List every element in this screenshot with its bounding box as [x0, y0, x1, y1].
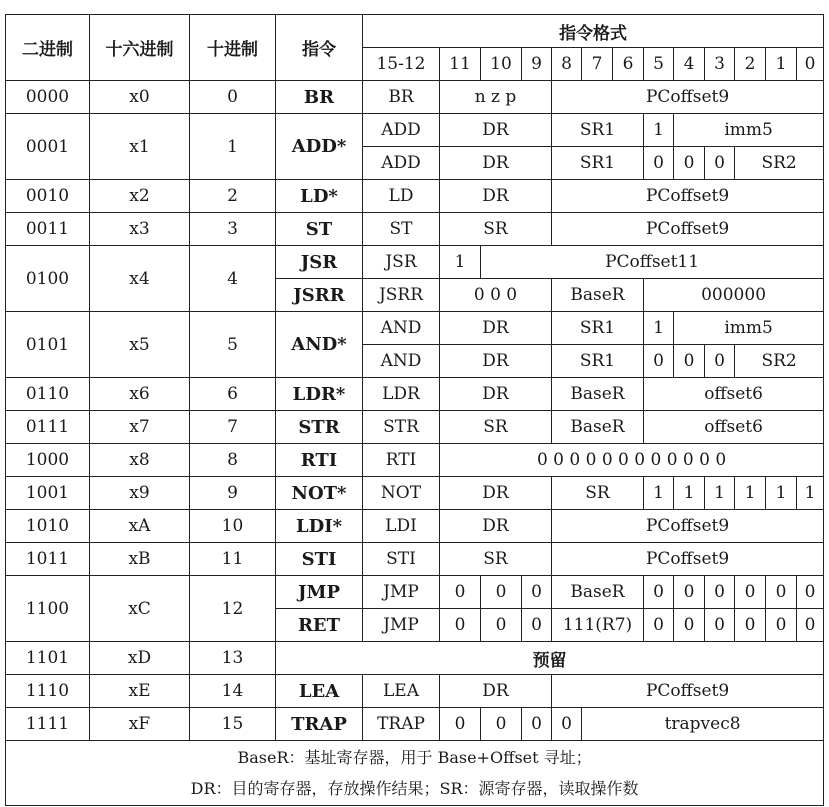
mnemonic-cell: ST [276, 213, 363, 246]
opcode-field: ADD [363, 147, 440, 180]
binary-cell: 0111 [6, 411, 90, 444]
opcode-field: TRAP [363, 708, 440, 741]
table-row [6, 543, 824, 576]
opcode-field: ST [363, 213, 440, 246]
zero-bit: 0 [481, 576, 522, 609]
mnemonic-cell: TRAP [276, 708, 363, 741]
bit-label: 7 [582, 48, 613, 81]
decimal-cell: 7 [190, 411, 276, 444]
opcode-field: AND [363, 312, 440, 345]
zero-bit: 0 [644, 147, 674, 180]
zero-field: 0 0 0 0 0 0 0 0 0 0 0 0 [440, 444, 824, 477]
pcoffset11-field: PCoffset11 [481, 246, 824, 279]
one-bit: 1 [797, 477, 824, 510]
table-row [6, 444, 824, 477]
decimal-cell: 12 [190, 576, 276, 642]
zero-bit: 0 [481, 609, 522, 642]
opcode-field: LEA [363, 675, 440, 708]
binary-cell: 1100 [6, 576, 90, 642]
zero-bit: 0 [440, 609, 481, 642]
zero-bit: 0 [522, 576, 552, 609]
reserved-cell: 预留 [276, 642, 824, 675]
col-header-binary: 二进制 [6, 15, 90, 81]
table-row [6, 477, 824, 510]
flag-bit: 1 [440, 246, 481, 279]
mnemonic-cell: AND* [276, 312, 363, 378]
binary-cell: 0001 [6, 114, 90, 180]
table-row [6, 642, 824, 675]
baser-field: BaseR [552, 279, 644, 312]
hex-cell: xA [90, 510, 190, 543]
zero-bit: 0 [797, 609, 824, 642]
zero-bit: 0 [797, 576, 824, 609]
zero-bit: 0 [522, 609, 552, 642]
binary-cell: 1010 [6, 510, 90, 543]
binary-cell: 1001 [6, 477, 90, 510]
col-header-instruction: 指令 [276, 15, 363, 81]
zero-field: 000000 [644, 279, 824, 312]
offset6-field: offset6 [644, 378, 824, 411]
one-bit: 1 [644, 477, 674, 510]
sr-field: SR [552, 477, 644, 510]
binary-cell: 1101 [6, 642, 90, 675]
mnemonic-cell: LEA [276, 675, 363, 708]
mnemonic-cell: LDR* [276, 378, 363, 411]
mnemonic-cell: RET [276, 609, 363, 642]
bit-label: 11 [440, 48, 481, 81]
col-header-hex: 十六进制 [90, 15, 190, 81]
opcode-field: JSR [363, 246, 440, 279]
hex-cell: x3 [90, 213, 190, 246]
zero-bit: 0 [705, 147, 735, 180]
mnemonic-cell: NOT* [276, 477, 363, 510]
decimal-cell: 5 [190, 312, 276, 378]
bit-label: 9 [522, 48, 552, 81]
hex-cell: x2 [90, 180, 190, 213]
bit-label: 15-12 [363, 48, 440, 81]
bit-label: 0 [797, 48, 824, 81]
hex-cell: x6 [90, 378, 190, 411]
bit-label: 5 [644, 48, 674, 81]
table-row [6, 180, 824, 213]
bit-label: 6 [613, 48, 644, 81]
pcoffset9-field: PCoffset9 [552, 543, 824, 576]
note-baser: BaseR：基址寄存器，用于 Base+Offset 寻址； [237, 748, 592, 767]
dr-field: DR [440, 180, 552, 213]
decimal-cell: 4 [190, 246, 276, 312]
opcode-field: RTI [363, 444, 440, 477]
mnemonic-cell: LDI* [276, 510, 363, 543]
sr2-field: SR2 [735, 345, 824, 378]
hex-cell: x1 [90, 114, 190, 180]
table-row [6, 312, 824, 345]
hex-cell: xB [90, 543, 190, 576]
sr1-field: SR1 [552, 147, 644, 180]
decimal-cell: 3 [190, 213, 276, 246]
sr1-field: SR1 [552, 114, 644, 147]
pcoffset9-field: PCoffset9 [552, 213, 824, 246]
sr-field: SR [440, 213, 552, 246]
hex-cell: x4 [90, 246, 190, 312]
mnemonic-cell: ADD* [276, 114, 363, 180]
decimal-cell: 10 [190, 510, 276, 543]
table-row [6, 246, 824, 279]
dr-field: DR [440, 147, 552, 180]
opcode-field: AND [363, 345, 440, 378]
dr-field: DR [440, 510, 552, 543]
table-row [6, 708, 824, 741]
dr-field: DR [440, 312, 552, 345]
opcode-field: ADD [363, 114, 440, 147]
zero-bit: 0 [440, 708, 481, 741]
opcode-field: STR [363, 411, 440, 444]
mnemonic-cell: BR [276, 81, 363, 114]
notes-cell [6, 741, 824, 806]
pcoffset9-field: PCoffset9 [552, 180, 824, 213]
binary-cell: 0000 [6, 81, 90, 114]
one-bit: 1 [735, 477, 766, 510]
zero-bit: 0 [552, 708, 582, 741]
decimal-cell: 15 [190, 708, 276, 741]
zero-bit: 0 [705, 609, 735, 642]
mnemonic-cell: JSR [276, 246, 363, 279]
table-row [6, 378, 824, 411]
table-row [6, 675, 824, 708]
zero-bit: 0 [644, 576, 674, 609]
dr-field: DR [440, 378, 552, 411]
decimal-cell: 14 [190, 675, 276, 708]
imm-flag-bit: 1 [644, 114, 674, 147]
zero-bit: 0 [735, 609, 766, 642]
binary-cell: 0101 [6, 312, 90, 378]
table-row [6, 81, 824, 114]
opcode-field: LDR [363, 378, 440, 411]
imm5-field: imm5 [674, 312, 824, 345]
opcode-field: JMP [363, 576, 440, 609]
bit-label: 4 [674, 48, 705, 81]
sr1-field: SR1 [552, 312, 644, 345]
note-dr-sr: DR：目的寄存器，存放操作结果；SR：源寄存器，读取操作数 [190, 779, 639, 798]
one-bit: 1 [766, 477, 797, 510]
pcoffset9-field: PCoffset9 [552, 510, 824, 543]
hex-cell: x7 [90, 411, 190, 444]
dr-field: DR [440, 675, 552, 708]
hex-cell: xC [90, 576, 190, 642]
table-row [6, 411, 824, 444]
decimal-cell: 9 [190, 477, 276, 510]
mnemonic-cell: STI [276, 543, 363, 576]
zero-field: 0 0 0 [440, 279, 552, 312]
baser-field: BaseR [552, 411, 644, 444]
mnemonic-cell: JSRR [276, 279, 363, 312]
dr-field: DR [440, 114, 552, 147]
hex-cell: x0 [90, 81, 190, 114]
hex-cell: x5 [90, 312, 190, 378]
zero-bit: 0 [705, 576, 735, 609]
sr-field: SR [440, 411, 552, 444]
opcode-field: NOT [363, 477, 440, 510]
zero-bit: 0 [674, 345, 705, 378]
binary-cell: 0011 [6, 213, 90, 246]
zero-bit: 0 [735, 576, 766, 609]
zero-bit: 0 [522, 708, 552, 741]
table-row [6, 510, 824, 543]
baser-field: BaseR [552, 378, 644, 411]
hex-cell: x8 [90, 444, 190, 477]
nzp-field: n z p [440, 81, 552, 114]
header-row [6, 15, 824, 48]
sr-field: SR [440, 543, 552, 576]
opcode-field: JSRR [363, 279, 440, 312]
binary-cell: 1011 [6, 543, 90, 576]
hex-cell: xD [90, 642, 190, 675]
table-row [6, 576, 824, 609]
zero-bit: 0 [644, 609, 674, 642]
baser-field: BaseR [552, 576, 644, 609]
r7-field: 111(R7) [552, 609, 644, 642]
hex-cell: xE [90, 675, 190, 708]
bit-label: 3 [705, 48, 735, 81]
sr2-field: SR2 [735, 147, 824, 180]
hex-cell: x9 [90, 477, 190, 510]
decimal-cell: 6 [190, 378, 276, 411]
mnemonic-cell: STR [276, 411, 363, 444]
binary-cell: 1110 [6, 675, 90, 708]
decimal-cell: 13 [190, 642, 276, 675]
imm5-field: imm5 [674, 114, 824, 147]
decimal-cell: 0 [190, 81, 276, 114]
pcoffset9-field: PCoffset9 [552, 675, 824, 708]
zero-bit: 0 [674, 576, 705, 609]
bit-label: 1 [766, 48, 797, 81]
one-bit: 1 [705, 477, 735, 510]
bit-label: 2 [735, 48, 766, 81]
table-row [6, 114, 824, 147]
offset6-field: offset6 [644, 411, 824, 444]
trapvec8-field: trapvec8 [582, 708, 824, 741]
sr1-field: SR1 [552, 345, 644, 378]
decimal-cell: 2 [190, 180, 276, 213]
notes-row [6, 741, 824, 806]
pcoffset9-field: PCoffset9 [552, 81, 824, 114]
zero-bit: 0 [705, 345, 735, 378]
table-row [6, 213, 824, 246]
dr-field: DR [440, 477, 552, 510]
zero-bit: 0 [674, 147, 705, 180]
decimal-cell: 11 [190, 543, 276, 576]
one-bit: 1 [674, 477, 705, 510]
opcode-field: STI [363, 543, 440, 576]
zero-bit: 0 [766, 609, 797, 642]
binary-cell: 0010 [6, 180, 90, 213]
bit-label: 8 [552, 48, 582, 81]
opcode-field: LD [363, 180, 440, 213]
mnemonic-cell: LD* [276, 180, 363, 213]
decimal-cell: 8 [190, 444, 276, 477]
col-header-format: 指令格式 [363, 15, 824, 48]
zero-bit: 0 [766, 576, 797, 609]
opcode-field: JMP [363, 609, 440, 642]
binary-cell: 1111 [6, 708, 90, 741]
lc3-instruction-table [5, 14, 824, 806]
mnemonic-cell: JMP [276, 576, 363, 609]
zero-bit: 0 [481, 708, 522, 741]
opcode-field: LDI [363, 510, 440, 543]
col-header-decimal: 十进制 [190, 15, 276, 81]
binary-cell: 1000 [6, 444, 90, 477]
imm-flag-bit: 1 [644, 312, 674, 345]
decimal-cell: 1 [190, 114, 276, 180]
zero-bit: 0 [440, 576, 481, 609]
binary-cell: 0100 [6, 246, 90, 312]
bit-label: 10 [481, 48, 522, 81]
opcode-field: BR [363, 81, 440, 114]
binary-cell: 0110 [6, 378, 90, 411]
hex-cell: xF [90, 708, 190, 741]
dr-field: DR [440, 345, 552, 378]
zero-bit: 0 [674, 609, 705, 642]
mnemonic-cell: RTI [276, 444, 363, 477]
zero-bit: 0 [644, 345, 674, 378]
